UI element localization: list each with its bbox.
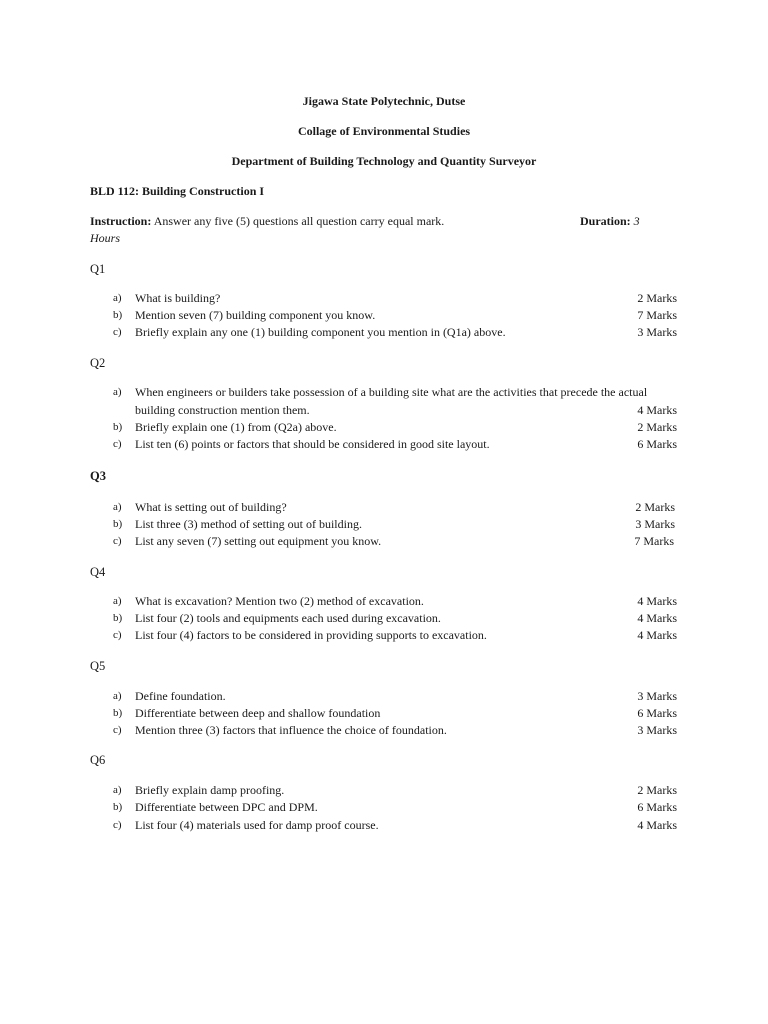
instruction-line (90, 214, 444, 229)
item-letter: a) (113, 501, 122, 513)
question-marks: 7 Marks (634, 534, 674, 548)
question-text: What is setting out of building? (135, 500, 287, 514)
item-letter: c) (113, 819, 122, 831)
instruction-text: Answer any five (5) questions all question carry equal mark. (153, 214, 445, 228)
institution-title: Jigawa State Polytechnic, Dutse (302, 94, 466, 108)
item-letter: b) (113, 421, 123, 433)
item-letter: c) (113, 629, 122, 641)
duration-label: Duration: (580, 214, 631, 228)
item-letter: c) (113, 326, 122, 338)
item-letter: c) (113, 724, 122, 736)
question-text: Briefly explain damp proofing. (135, 783, 285, 797)
question-text: What is excavation? Mention two (2) method of excavation. (135, 594, 424, 608)
duration-value: 3 (633, 214, 640, 228)
question-marks: 4 Marks (637, 611, 677, 625)
question-marks: 4 Marks (637, 818, 677, 832)
question-marks: 6 Marks (637, 437, 677, 451)
item-letter: c) (113, 438, 122, 450)
question-marks: 3 Marks (637, 689, 677, 703)
question-marks: 3 Marks (637, 325, 677, 339)
item-letter: a) (113, 690, 122, 702)
item-letter: b) (113, 707, 123, 719)
question-text: List any seven (7) setting out equipment you know. (135, 534, 382, 548)
question-label-q2: Q2 (90, 356, 106, 370)
question-text: List four (4) factors to be considered in providing supports to excavation. (135, 628, 487, 642)
question-text: Mention three (3) factors that influence the choice of foundation. (135, 723, 447, 737)
item-letter: a) (113, 784, 122, 796)
item-letter: b) (113, 612, 123, 624)
item-letter: a) (113, 292, 122, 304)
duration (580, 214, 640, 229)
question-text: List ten (6) points or factors that should be considered in good site layout. (135, 437, 490, 451)
item-letter: b) (113, 801, 123, 813)
question-marks: 2 Marks (637, 420, 677, 434)
question-text: Briefly explain any one (1) building component you mention in (Q1a) above. (135, 325, 506, 339)
question-marks: 2 Marks (635, 500, 675, 514)
question-label-q3: Q3 (90, 469, 106, 483)
question-marks: 3 Marks (637, 723, 677, 737)
instruction-label: Instruction: (90, 214, 152, 228)
question-marks: 6 Marks (637, 800, 677, 814)
question-label-q5: Q5 (90, 659, 106, 673)
question-text: What is building? (135, 291, 221, 305)
question-marks: 6 Marks (637, 706, 677, 720)
question-text: Differentiate between DPC and DPM. (135, 800, 318, 814)
item-letter: b) (113, 309, 123, 321)
question-text: List four (2) tools and equipments each used during excavation. (135, 611, 441, 625)
question-marks: 4 Marks (637, 628, 677, 642)
item-letter: b) (113, 518, 123, 530)
item-letter: a) (113, 386, 122, 398)
question-marks: 3 Marks (635, 517, 675, 531)
question-text-continued: building construction mention them. (135, 403, 310, 417)
item-letter: a) (113, 595, 122, 607)
course-title: BLD 112: Building Construction I (90, 184, 265, 198)
question-text: Mention seven (7) building component you know. (135, 308, 376, 322)
question-text: Briefly explain one (1) from (Q2a) above. (135, 420, 337, 434)
question-text: When engineers or builders take possession of a building site what are the activities that precede the actual (135, 385, 648, 399)
question-text: List four (4) materials used for damp proof course. (135, 818, 379, 832)
question-marks: 4 Marks (637, 594, 677, 608)
question-marks: 4 Marks (637, 403, 677, 417)
question-marks: 2 Marks (637, 291, 677, 305)
question-marks: 7 Marks (637, 308, 677, 322)
duration-unit: Hours (90, 231, 121, 245)
question-label-q1: Q1 (90, 262, 106, 276)
item-letter: c) (113, 535, 122, 547)
question-text: Define foundation. (135, 689, 226, 703)
department-title: Department of Building Technology and Quantity Surveyor (231, 154, 537, 168)
college-title: Collage of Environmental Studies (297, 124, 471, 138)
question-text: List three (3) method of setting out of building. (135, 517, 362, 531)
question-label-q4: Q4 (90, 565, 106, 579)
question-text: Differentiate between deep and shallow foundation (135, 706, 381, 720)
question-marks: 2 Marks (637, 783, 677, 797)
question-label-q6: Q6 (90, 753, 106, 767)
